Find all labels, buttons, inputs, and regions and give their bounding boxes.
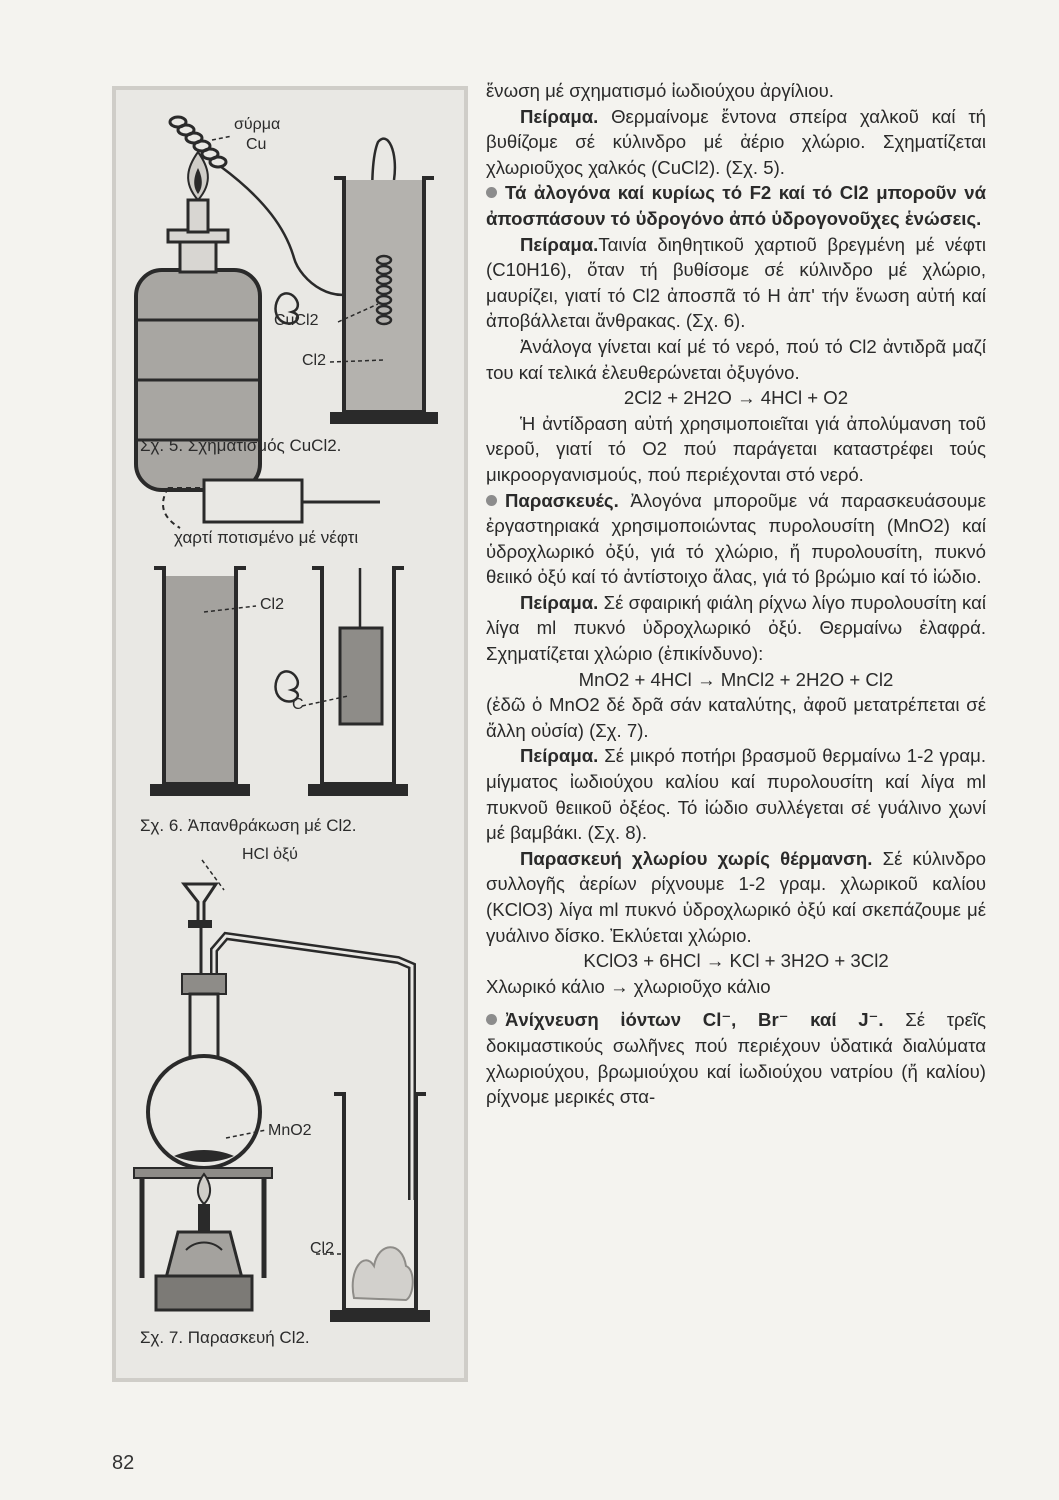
fig5-label-wire: σύρμα	[234, 116, 281, 133]
figures-illustration	[116, 90, 464, 1378]
section-body: Ἀλογόνα μποροῦμε νά παρασκευάσουμε ἐργαστηριακά χρησιμοποιώντας πυρολουσίτη (MnO2) καί ὑδροχλωρικό ὀξύ, γιά τό χλώριο, ἤ πυρολουσίτη, πυκνό θειικό ὀξύ καί τό ἀντίστοιχο ἅλας, γιά τό βρώμιο καί τό ἰώδιο.	[486, 489, 986, 588]
text-column	[486, 78, 986, 1110]
paragraph-disinfection: Ἡ ἀντίδραση αὐτή χρησιμοποιεῖται γιά ἀπολύμανση τοῦ νεροῦ, γιατί τό O2 πού παράγεται καταστρέφει τούς μικροοργανισμούς, πού περιέχονται στό νερό.	[486, 412, 986, 485]
fig5-caption: Σχ. 5. Σχηματισμός CuCl2.	[140, 436, 342, 455]
fig6-caption: Σχ. 6. Ἀπανθράκωση μέ Cl2.	[140, 816, 357, 835]
fig7-label-cl2: Cl2	[310, 1240, 335, 1257]
experiment-body: Ταινία διηθητικοῦ χαρτιοῦ βρεγμένη μέ νέφτι (C10H16), ὅταν τή βυθίσομε σέ κύλινδρο μέ χλώριο, μαυρίζει, γιατί τό Cl2 ἀποσπᾶ τό Η ἀπ' τήν ἕνωση αὐτή καί ἀποβάλλεται ἄνθρακας. (Σχ. 6).	[486, 233, 986, 332]
paragraph-experiment-4	[486, 743, 986, 845]
equation-2: MnO2 + 4HCl → MnCl2 + 2H2O + Cl2	[578, 668, 894, 690]
fig5-label-cl2: Cl2	[302, 352, 327, 369]
section-heading: Παρασκευές.	[505, 489, 619, 511]
bullet-halogens	[486, 180, 986, 231]
section-heading: Ἀνίχνευση ἰόντων Cl⁻, Br⁻ καί J⁻.	[505, 1009, 884, 1031]
fig5-label-cucl2: CuCl2	[274, 312, 319, 329]
bullet-text: Τά ἀλογόνα καί κυρίως τό F2 καί τό Cl2 μποροῦν νά ἀποσπάσουν τό ὑδρογόνο ἀπό ὑδρογονοῦχες ἑνώσεις.	[486, 182, 986, 229]
equation-3-names: Χλωρικό κάλιο → χλωριοῦχο κάλιο	[486, 975, 771, 997]
equation-3: KClO3 + 6HCl → KCl + 3H2O + 3Cl2	[583, 950, 889, 972]
experiment-heading: Πείραμα.	[520, 745, 599, 767]
experiment-body: Σέ σφαιρική φιάλη ρίχνω λίγο πυρολουσίτη καί λίγα ml πυκνό ὑδροχλωρικό ὀξύ. Θερμαίνω ἐλαφρά. Σχηματίζεται χλώριο (ἐπικίνδυνο):	[486, 591, 986, 665]
fig7-caption: Σχ. 7. Παρασκευή Cl2.	[140, 1328, 310, 1347]
bullet-preparations	[486, 488, 986, 590]
experiment-heading: Πείραμα.	[520, 105, 599, 127]
figure-panel	[112, 86, 468, 1382]
experiment-body: Θερμαίνομε ἔντονα σπείρα χαλκοῦ καί τή βυθίζομε σέ κύλινδρο μέ ἀέριο χλώριο. Σχηματίζεται χλωριοῦχος χαλκός (CuCl2). (Σχ. 5).	[486, 105, 986, 178]
fig7-label-hcl: HCl ὀξύ	[242, 846, 298, 863]
experiment-body: Σέ μικρό ποτήρι βρασμοῦ θερμαίνω 1-2 γραμ. μίγματος ἰωδιούχου καλίου καί πυρολουσίτη καί λίγα ml πυκνοῦ θειικοῦ ὀξέος. Τό ἰώδιο συλλέγεται σέ γυάλινο χωνί μέ βαμβάκι. (Σχ. 8).	[486, 745, 986, 844]
fig7-label-mno2: MnO2	[268, 1122, 312, 1139]
paragraph-water: Ἀνάλογα γίνεται καί μέ τό νερό, πού τό Cl2 ἀντιδρᾶ μαζί του καί τελικά ἐλευθερώνεται ὀξυγόνο.	[486, 335, 986, 383]
paragraph-experiment-1	[486, 104, 986, 181]
fig6-label-paper: χαρτί ποτισμένο μέ νέφτι	[174, 528, 359, 547]
equation-1: 2Cl2 + 2H2O → 4HCl + O2	[623, 387, 849, 409]
bullet-ion-detection	[486, 1007, 986, 1109]
fig6-label-cl2: Cl2	[260, 596, 285, 613]
paragraph-experiment-2	[486, 232, 986, 334]
experiment-heading: Πείραμα.	[520, 233, 599, 255]
section-body: Σέ τρεῖς δοκιμαστικούς σωλῆνες πού περιέχουν ὑδατικά διαλύματα χλωριούχου, βρωμιούχου καί ἰωδιούχου νατρίου (ἤ καλίου) ρίχνομε μερικές στα-	[486, 1009, 987, 1108]
experiment-heading: Παρασκευή χλωρίου χωρίς θέρμανση.	[520, 847, 873, 869]
paragraph-catalyst-note: (ἐδῶ ὁ MnO2 δέ δρᾶ σάν καταλύτης, ἀφοῦ μετατρέπεται σέ ἄλλη οὐσία) (Σχ. 7).	[486, 694, 986, 741]
experiment-body: Σέ κύλινδρο συλλογῆς ἀερίων ρίχνουμε 1-2 γραμ. χλωρικοῦ καλίου (KClO3) λίγα ml πυκνό ὑδροχλωρικό ὀξύ καί σκεπάζουμε μέ γυάλινο δίσκο. Ἐκλύεται χλώριο.	[486, 847, 986, 946]
bullet-icon	[486, 1014, 497, 1025]
bullet-icon	[486, 187, 497, 198]
line-continuation: ἕνωση μέ σχηματισμό ἰωδιούχου ἀργίλιου.	[486, 80, 834, 101]
paragraph-experiment-3	[486, 590, 986, 667]
page-number: 82	[112, 1452, 135, 1474]
paragraph-chlorine-no-heat	[486, 846, 986, 948]
experiment-heading: Πείραμα.	[520, 591, 599, 613]
fig6-label-c: C	[292, 696, 304, 713]
paper-strip	[204, 480, 302, 522]
fig5-label-cu: Cu	[246, 136, 267, 153]
bullet-icon	[486, 495, 497, 506]
